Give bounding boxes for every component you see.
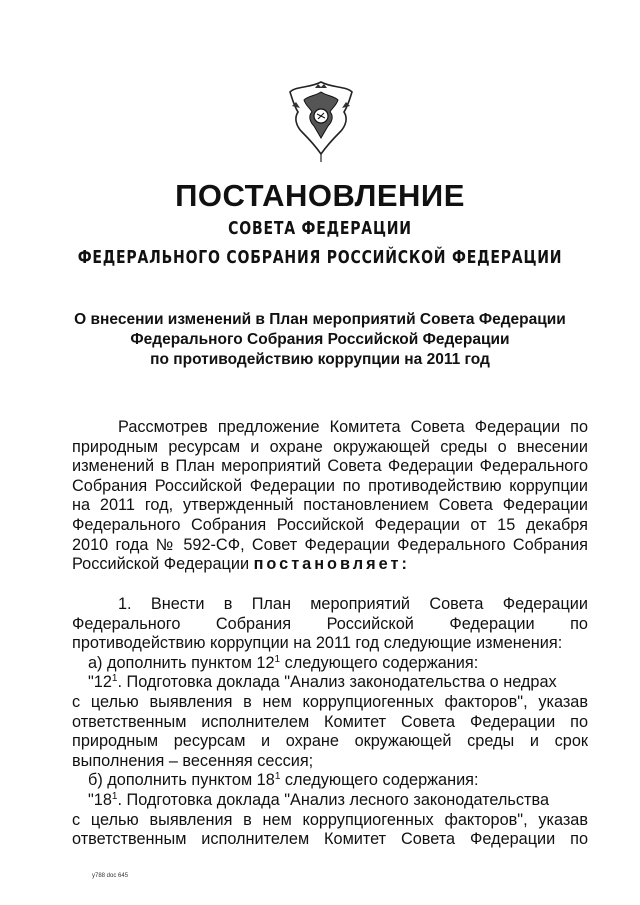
text-line: ответственным исполнителем Комитет Совета Федерации по bbox=[72, 712, 588, 731]
text-fragment: . Подготовка доклада "Анализ лесного законодательства bbox=[117, 790, 550, 809]
issuer-line-1: СОВЕТА ФЕДЕРАЦИИ bbox=[228, 218, 412, 239]
superscript: 1 bbox=[274, 653, 281, 665]
text-line: Собрания Российской Федерации по противодействию коррупции bbox=[72, 476, 588, 495]
text-fragment: . Подготовка доклада "Анализ законодательства о недрах bbox=[117, 673, 557, 692]
text-line: с целью выявления в нем коррупциогенных факторов", указав bbox=[72, 810, 588, 829]
text-fragment: "12 bbox=[88, 673, 112, 692]
document-type-title: ПОСТАНОВЛЕНИЕ bbox=[175, 178, 465, 213]
text-line bbox=[72, 791, 588, 811]
subject-line: Федерального Собрания Российской Федерации bbox=[130, 331, 510, 348]
coat-of-arms-emblem bbox=[282, 78, 360, 164]
text-fragment: "18 bbox=[88, 790, 112, 809]
text-fragment: б) дополнить пунктом 18 bbox=[88, 771, 275, 790]
superscript: 1 bbox=[274, 771, 281, 783]
text-line: природным ресурсам и охране окружающей среды о внесении bbox=[72, 437, 588, 456]
text-line: выполнения – весенняя сессия; bbox=[72, 751, 314, 770]
text-line: с целью выявления в нем коррупциогенных факторов", указав bbox=[72, 692, 588, 711]
document-subject bbox=[60, 310, 580, 370]
subject-line: О внесении изменений в План мероприятий Совета Федерации bbox=[74, 311, 566, 328]
text-fragment: а) дополнить пунктом 12 bbox=[88, 653, 275, 672]
text-line bbox=[72, 771, 588, 791]
text-line: 1. Внести в План мероприятий Совета Федерации bbox=[118, 595, 588, 613]
text-line: на 2011 год, утвержденный постановлением Совета Федерации bbox=[72, 496, 588, 515]
text-fragment: следующего содержания: bbox=[280, 771, 479, 790]
decree-word: постановляет: bbox=[253, 555, 410, 574]
text-line bbox=[72, 673, 588, 693]
superscript: 1 bbox=[111, 790, 118, 802]
text-line bbox=[72, 654, 588, 674]
issuer-line-2: ФЕДЕРАЛЬНОГО СОБРАНИЯ РОССИЙСКОЙ ФЕДЕРАЦИИ bbox=[77, 247, 563, 268]
text-line: противодействию коррупции на 2011 год следующие изменения: bbox=[72, 634, 563, 653]
text-line bbox=[72, 555, 588, 575]
subject-line: по противодействию коррупции на 2011 год bbox=[150, 351, 490, 368]
preamble-paragraph bbox=[72, 418, 588, 575]
text-line: изменений в План мероприятий Совета Федерации Федерального bbox=[72, 457, 588, 476]
file-code-footer: у788 doc 645 bbox=[92, 873, 129, 879]
text-line: 2010 года № 592-СФ, Совет Федерации Федерального Собрания bbox=[72, 535, 588, 554]
text-line: Федерального Собрания Российской Федерации от 15 декабря bbox=[72, 515, 588, 534]
text-fragment: следующего содержания: bbox=[280, 653, 479, 672]
item-1-paragraph bbox=[72, 595, 588, 850]
text-line: ответственным исполнителем Комитет Совета Федерации по bbox=[72, 830, 588, 849]
text-line: Федерального Собрания Российской Федерации по bbox=[72, 614, 588, 633]
text-line: природным ресурсам и охране окружающей среды и срок bbox=[72, 732, 588, 751]
superscript: 1 bbox=[111, 673, 118, 685]
text-fragment: Российской Федерации bbox=[72, 555, 250, 574]
text-line: Рассмотрев предложение Комитета Совета Федерации по bbox=[118, 418, 588, 436]
